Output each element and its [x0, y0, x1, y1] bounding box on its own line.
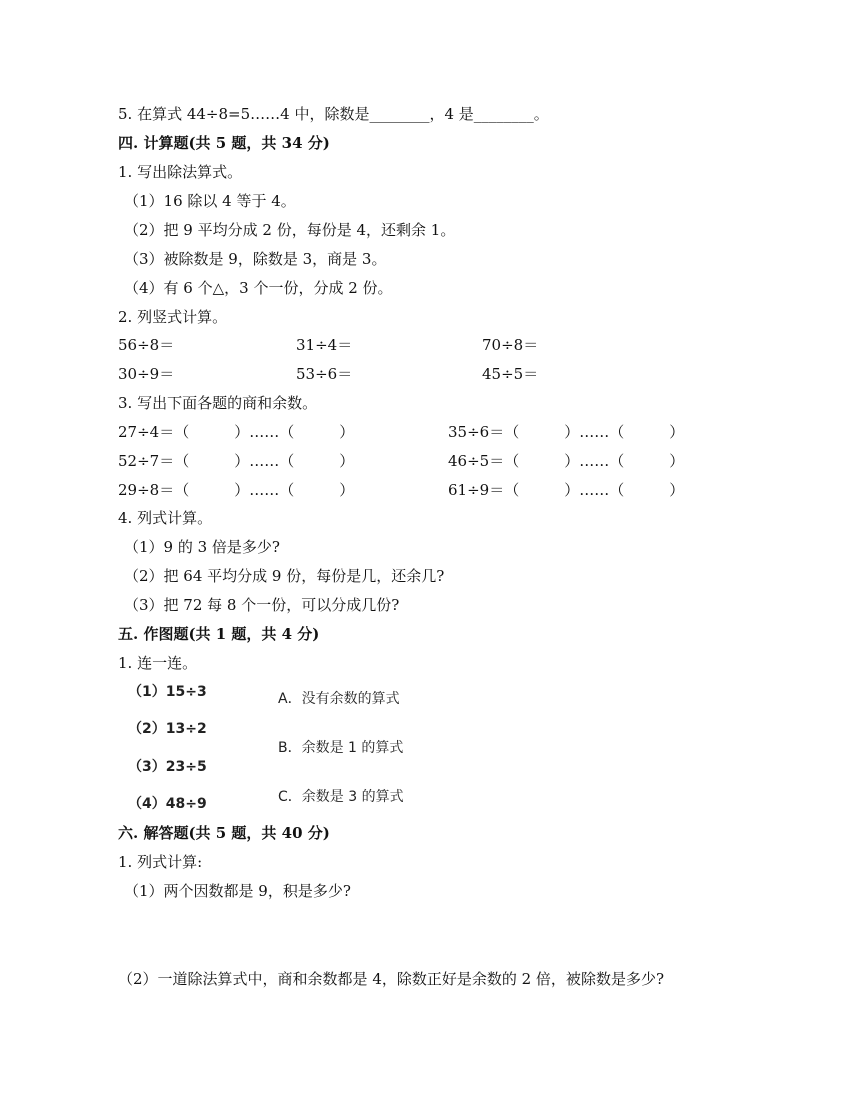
vertical-calc-item: 53÷6＝	[296, 365, 353, 383]
match-right-item[interactable]: C．余数是 3 的算式	[278, 789, 404, 805]
s4-q4-item: （2）把 64 平均分成 9 份，每份是几，还余几?	[124, 567, 445, 585]
section-5-title: 五. 作图题(共 1 题，共 4 分)	[118, 625, 320, 643]
vertical-calc-item: 31÷4＝	[296, 336, 353, 354]
section-4-title: 四. 计算题(共 5 题，共 34 分)	[118, 134, 330, 152]
s4-q3-title: 3. 写出下面各题的商和余数。	[118, 394, 318, 412]
s4-q4-item: （1）9 的 3 倍是多少?	[124, 538, 280, 556]
quotient-remainder-item: 29÷8＝（ ）……（ ）	[118, 481, 355, 499]
s6-q1-item: （2）一道除法算式中，商和余数都是 4，除数正好是余数的 2 倍，被除数是多少?	[118, 970, 664, 988]
vertical-calc-item: 30÷9＝	[118, 365, 175, 383]
quotient-remainder-item: 52÷7＝（ ）……（ ）	[118, 452, 355, 470]
s4-q1-item: （3）被除数是 9，除数是 3，商是 3。	[124, 250, 387, 268]
quotient-remainder-item: 35÷6＝（ ）……（ ）	[448, 423, 685, 441]
match-left-item[interactable]: （2）13÷2	[128, 721, 207, 737]
s4-q2-title: 2. 列竖式计算。	[118, 308, 228, 326]
s5-q1-title: 1. 连一连。	[118, 654, 198, 672]
section-6-title: 六. 解答题(共 5 题，共 40 分)	[118, 824, 330, 842]
match-left-item[interactable]: （4）48÷9	[128, 796, 207, 812]
quotient-remainder-item: 27÷4＝（ ）……（ ）	[118, 423, 355, 441]
match-right-item[interactable]: B．余数是 1 的算式	[278, 740, 404, 756]
s4-q4-item: （3）把 72 每 8 个一份，可以分成几份?	[124, 596, 400, 614]
s4-q4-title: 4. 列式计算。	[118, 509, 213, 527]
s4-q1-item: （2）把 9 平均分成 2 份，每份是 4，还剩余 1。	[124, 221, 456, 239]
vertical-calc-item: 56÷8＝	[118, 336, 175, 354]
match-right-item[interactable]: A．没有余数的算式	[278, 691, 400, 707]
vertical-calc-item: 45÷5＝	[482, 365, 539, 383]
s6-q1-item: （1）两个因数都是 9，积是多少?	[124, 882, 351, 900]
s6-q1-title: 1. 列式计算:	[118, 853, 203, 871]
fill-question-5: 5. 在算式 44÷8=5……4 中，除数是________，4 是________。	[118, 105, 549, 123]
s4-q1-item: （4）有 6 个△，3 个一份，分成 2 份。	[124, 279, 393, 297]
s4-q1-title: 1. 写出除法算式。	[118, 163, 243, 181]
match-left-item[interactable]: （3）23÷5	[128, 759, 207, 775]
s4-q1-item: （1）16 除以 4 等于 4。	[124, 192, 296, 210]
quotient-remainder-item: 61÷9＝（ ）……（ ）	[448, 481, 685, 499]
quotient-remainder-item: 46÷5＝（ ）……（ ）	[448, 452, 685, 470]
match-left-item[interactable]: （1）15÷3	[128, 684, 207, 700]
vertical-calc-item: 70÷8＝	[482, 336, 539, 354]
